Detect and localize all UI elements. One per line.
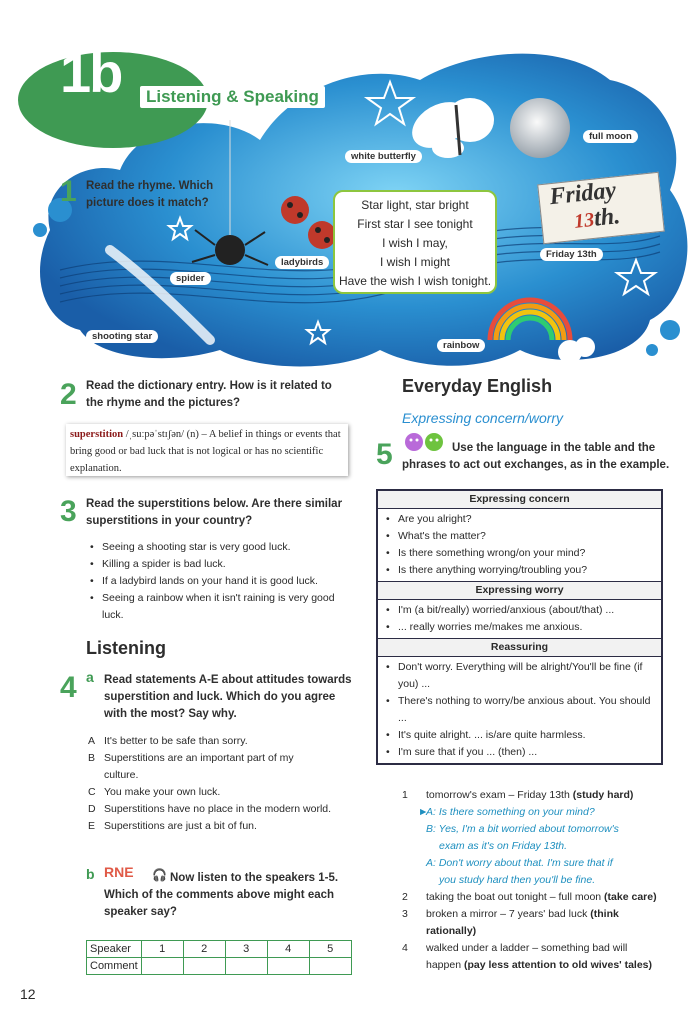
table-row bbox=[87, 958, 352, 975]
table-cell: 5 bbox=[309, 941, 351, 958]
statement-item: E Superstitions are just a bit of fun. bbox=[88, 820, 257, 832]
headphones-icon: 🎧 bbox=[152, 868, 167, 882]
exercise-number: 2 bbox=[60, 378, 77, 411]
label-spider: spider bbox=[170, 272, 211, 285]
exercise-number: 5 bbox=[376, 438, 393, 471]
statements-list bbox=[88, 733, 331, 835]
list-item: • Are you alright? bbox=[384, 511, 657, 528]
answer-cell[interactable] bbox=[225, 958, 267, 975]
language-table bbox=[376, 489, 663, 765]
page-number: 12 bbox=[20, 986, 36, 1002]
rhyme-line: Star light, star bright bbox=[361, 198, 469, 212]
dictionary-pronunciation: /ˌsuːpəˈstɪʃən/ (n) bbox=[125, 429, 199, 440]
statement-item: B Superstitions are an important part of my bbox=[88, 752, 294, 764]
exchange-item: 3 broken a mirror – 7 years' bad luck (think rationally) bbox=[402, 908, 619, 937]
exercise-5-instruction: Use the language in the table and the phrases to act out exchanges, as in the example. bbox=[402, 442, 670, 471]
exercise-number: 4 bbox=[60, 671, 77, 704]
table-heading: Reassuring bbox=[378, 638, 661, 657]
answer-cell[interactable] bbox=[267, 958, 309, 975]
example-dialog: ► A: Is there something on your mind? B: Yes, I'm a bit worried about tomorrow's exam as it's on Friday 13th. A: Don't worry about that. I'm sure that if you study hard then you'll be fine. bbox=[418, 806, 619, 886]
statement-item: A It's better to be safe than sorry. bbox=[88, 735, 248, 747]
label-friday-13th: Friday 13th bbox=[540, 248, 603, 261]
dictionary-entry bbox=[66, 424, 348, 476]
dictionary-headword: superstition bbox=[70, 429, 124, 440]
exchange-item: 4 walked under a ladder – something bad will happen (pay less attention to old wives' tales) bbox=[402, 942, 653, 971]
part-letter-b: b bbox=[86, 866, 95, 882]
list-item: • Seeing a shooting star is very good luck. bbox=[88, 539, 350, 556]
listening-heading: Listening bbox=[86, 638, 166, 658]
worry-list bbox=[378, 600, 661, 638]
label-full-moon: full moon bbox=[583, 130, 638, 143]
list-item: • There's nothing to worry/be anxious about. You should ... bbox=[384, 693, 657, 727]
rhyme-line: I wish I may, bbox=[382, 236, 448, 250]
dictionary-definition: – A belief in things or events that bring good or bad luck that is not logical or has no scientific explanation. bbox=[70, 429, 341, 474]
unit-number: 1b bbox=[60, 41, 122, 104]
label-rainbow: rainbow bbox=[437, 339, 485, 352]
answer-cell[interactable] bbox=[309, 958, 351, 975]
superstition-list bbox=[88, 539, 350, 624]
table-row bbox=[87, 941, 352, 958]
list-item: • Don't worry. Everything will be alright/You'll be fine (if you) ... bbox=[384, 659, 657, 693]
concern-list bbox=[378, 509, 661, 581]
friday-13th-card: Friday 13th. bbox=[537, 172, 665, 244]
list-item: • Is there anything worrying/troubling you? bbox=[384, 562, 657, 579]
exercise-1-instruction: Read the rhyme. Which picture does it match? bbox=[86, 180, 214, 209]
everyday-subheading: Expressing concern/worry bbox=[402, 410, 564, 426]
list-item: • Is there something wrong/on your mind? bbox=[384, 545, 657, 562]
reassure-list bbox=[378, 657, 661, 763]
label-shooting-star: shooting star bbox=[86, 330, 158, 343]
list-item: • I'm (a bit/really) worried/anxious (about/that) ... bbox=[384, 602, 657, 619]
table-cell: Speaker bbox=[87, 941, 142, 958]
list-item: • What's the matter? bbox=[384, 528, 657, 545]
exercise-number: 3 bbox=[60, 495, 77, 528]
rne-badge: RNE bbox=[104, 864, 134, 880]
rhyme-line: First star I see tonight bbox=[357, 217, 473, 231]
exercise-2-instruction: Read the dictionary entry. How is it related to the rhyme and the pictures? bbox=[86, 380, 332, 409]
statement-item: culture. bbox=[104, 769, 139, 781]
exchange-list bbox=[402, 787, 664, 974]
table-cell: 2 bbox=[183, 941, 225, 958]
table-heading: Expressing concern bbox=[378, 491, 661, 509]
lesson-title: Listening & Speaking bbox=[140, 86, 325, 108]
statement-item: D Superstitions have no place in the modern world. bbox=[88, 803, 332, 815]
list-item: • Killing a spider is bad luck. bbox=[88, 556, 350, 573]
rhyme-line: Have the wish I wish tonight. bbox=[338, 274, 492, 288]
table-cell: 4 bbox=[267, 941, 309, 958]
list-item: • It's quite alright. ... is/are quite harmless. bbox=[384, 727, 657, 744]
exchange-item: 2 taking the boat out tonight – full moon (take care) bbox=[402, 891, 657, 903]
list-item: • I'm sure that if you ... (then) ... bbox=[384, 744, 657, 761]
answer-cell[interactable] bbox=[183, 958, 225, 975]
exchange-item: 1 tomorrow's exam – Friday 13th (study hard) bbox=[402, 789, 634, 801]
table-heading: Expressing worry bbox=[378, 581, 661, 600]
exercise-4a-instruction: Read statements A-E about attitudes towards superstition and luck. Which do you agree with the most? Say why. bbox=[104, 674, 352, 720]
exercise-number: 1 bbox=[60, 175, 77, 208]
answer-cell[interactable] bbox=[141, 958, 183, 975]
exercise-4b-instruction: Now listen to the speakers 1-5. Which of the comments above might each speaker say? bbox=[104, 872, 339, 918]
label-ladybirds: ladybirds bbox=[275, 256, 329, 269]
table-cell: Comment bbox=[87, 958, 142, 975]
list-item: • If a ladybird lands on your hand it is good luck. bbox=[88, 573, 350, 590]
table-cell: 3 bbox=[225, 941, 267, 958]
statement-item: C You make your own luck. bbox=[88, 786, 221, 798]
table-cell: 1 bbox=[141, 941, 183, 958]
rhyme-box bbox=[333, 190, 497, 294]
part-letter-a: a bbox=[86, 669, 94, 685]
rhyme-line: I wish I might bbox=[379, 255, 451, 269]
label-white-butterfly: white butterfly bbox=[345, 150, 422, 163]
illustration-banner bbox=[0, 0, 688, 378]
speaker-table bbox=[86, 940, 352, 975]
exercise-3-instruction: Read the superstitions below. Are there similar superstitions in your country? bbox=[86, 498, 343, 527]
list-item: • Seeing a rainbow when it isn't raining is very good luck. bbox=[88, 590, 350, 624]
list-item: • ... really worries me/makes me anxious. bbox=[384, 619, 657, 636]
everyday-english-heading: Everyday English bbox=[402, 376, 553, 396]
play-arrow-icon: ► bbox=[418, 806, 429, 818]
